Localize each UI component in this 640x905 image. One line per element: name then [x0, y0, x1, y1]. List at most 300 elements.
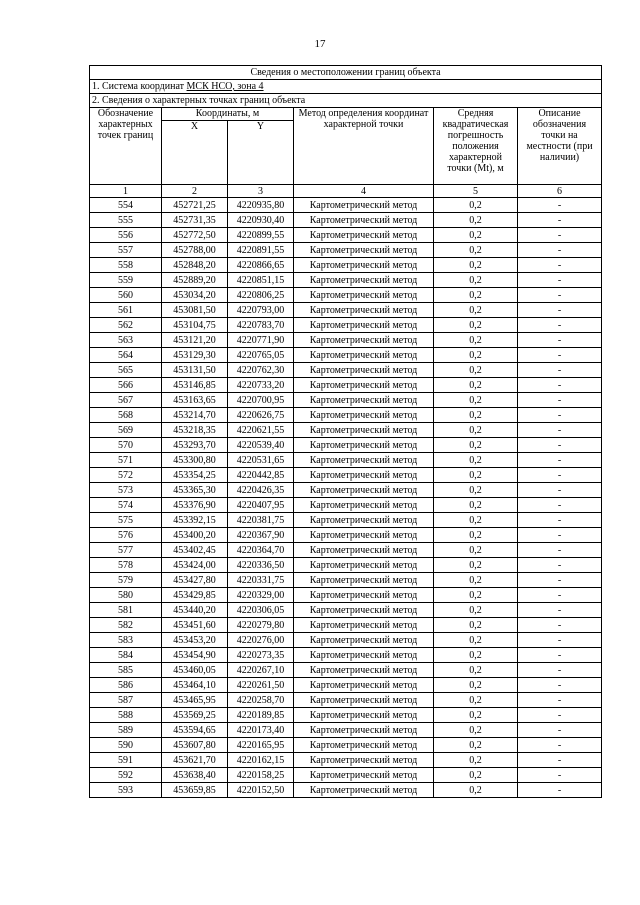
method-cell: Картометрический метод — [294, 258, 434, 273]
method-cell: Картометрический метод — [294, 573, 434, 588]
table-row — [90, 678, 602, 693]
method-cell: Картометрический метод — [294, 438, 434, 453]
point-id-cell: 578 — [90, 558, 162, 573]
description-cell: - — [518, 588, 602, 603]
y-coordinate-cell: 4220793,00 — [228, 303, 294, 318]
method-cell: Картометрический метод — [294, 198, 434, 213]
table-row — [90, 228, 602, 243]
accuracy-cell: 0,2 — [434, 408, 518, 423]
header-x: X — [162, 121, 228, 185]
table-row — [90, 603, 602, 618]
y-coordinate-cell: 4220851,15 — [228, 273, 294, 288]
x-coordinate-cell: 453569,25 — [162, 708, 228, 723]
x-coordinate-cell: 453104,75 — [162, 318, 228, 333]
method-cell: Картометрический метод — [294, 528, 434, 543]
point-id-cell: 572 — [90, 468, 162, 483]
description-cell: - — [518, 618, 602, 633]
y-coordinate-cell: 4220258,70 — [228, 693, 294, 708]
method-cell: Картометрический метод — [294, 663, 434, 678]
column-numbers-row — [90, 185, 602, 198]
x-coordinate-cell: 453218,35 — [162, 423, 228, 438]
description-cell: - — [518, 573, 602, 588]
table-title: Сведения о местоположении границ объекта — [90, 66, 602, 80]
method-cell: Картометрический метод — [294, 333, 434, 348]
coordinate-system-name: МСК НСО, зона 4 — [186, 81, 264, 92]
point-id-cell: 562 — [90, 318, 162, 333]
point-id-cell: 587 — [90, 693, 162, 708]
description-cell: - — [518, 363, 602, 378]
table-row — [90, 573, 602, 588]
y-coordinate-cell: 4220165,95 — [228, 738, 294, 753]
accuracy-cell: 0,2 — [434, 288, 518, 303]
y-coordinate-cell: 4220276,00 — [228, 633, 294, 648]
method-cell: Картометрический метод — [294, 363, 434, 378]
method-cell: Картометрический метод — [294, 783, 434, 798]
y-coordinate-cell: 4220762,30 — [228, 363, 294, 378]
description-cell: - — [518, 693, 602, 708]
accuracy-cell: 0,2 — [434, 738, 518, 753]
point-id-cell: 586 — [90, 678, 162, 693]
method-cell: Картометрический метод — [294, 393, 434, 408]
point-id-cell: 574 — [90, 498, 162, 513]
x-coordinate-cell: 453131,50 — [162, 363, 228, 378]
y-coordinate-cell: 4220162,15 — [228, 753, 294, 768]
y-coordinate-cell: 4220891,55 — [228, 243, 294, 258]
description-cell: - — [518, 228, 602, 243]
accuracy-cell: 0,2 — [434, 618, 518, 633]
table-row — [90, 288, 602, 303]
x-coordinate-cell: 453129,30 — [162, 348, 228, 363]
table-row — [90, 498, 602, 513]
x-coordinate-cell: 453594,65 — [162, 723, 228, 738]
x-coordinate-cell: 452721,25 — [162, 198, 228, 213]
header-accuracy: Средняя квадратическая погрешность положения характерной точки (Mt), м — [434, 108, 518, 185]
method-cell: Картометрический метод — [294, 603, 434, 618]
description-cell: - — [518, 678, 602, 693]
y-coordinate-cell: 4220935,80 — [228, 198, 294, 213]
x-coordinate-cell: 453146,85 — [162, 378, 228, 393]
description-cell: - — [518, 483, 602, 498]
accuracy-cell: 0,2 — [434, 363, 518, 378]
description-cell: - — [518, 408, 602, 423]
description-cell: - — [518, 318, 602, 333]
column-number: 1 — [90, 185, 162, 198]
x-coordinate-cell: 453440,20 — [162, 603, 228, 618]
header-coordinates: Координаты, м — [162, 108, 294, 121]
method-cell: Картометрический метод — [294, 693, 434, 708]
x-coordinate-cell: 453354,25 — [162, 468, 228, 483]
point-id-cell: 576 — [90, 528, 162, 543]
y-coordinate-cell: 4220158,25 — [228, 768, 294, 783]
point-id-cell: 565 — [90, 363, 162, 378]
point-id-cell: 561 — [90, 303, 162, 318]
description-cell: - — [518, 453, 602, 468]
point-id-cell: 589 — [90, 723, 162, 738]
description-cell: - — [518, 438, 602, 453]
accuracy-cell: 0,2 — [434, 438, 518, 453]
x-coordinate-cell: 453081,50 — [162, 303, 228, 318]
accuracy-cell: 0,2 — [434, 333, 518, 348]
accuracy-cell: 0,2 — [434, 423, 518, 438]
table-row — [90, 393, 602, 408]
y-coordinate-cell: 4220367,90 — [228, 528, 294, 543]
method-cell: Картометрический метод — [294, 228, 434, 243]
y-coordinate-cell: 4220930,40 — [228, 213, 294, 228]
point-id-cell: 593 — [90, 783, 162, 798]
point-id-cell: 577 — [90, 543, 162, 558]
point-id-cell: 554 — [90, 198, 162, 213]
description-cell: - — [518, 273, 602, 288]
point-id-cell: 582 — [90, 618, 162, 633]
accuracy-cell: 0,2 — [434, 453, 518, 468]
point-id-cell: 575 — [90, 513, 162, 528]
point-id-cell: 555 — [90, 213, 162, 228]
description-cell: - — [518, 348, 602, 363]
table-row — [90, 468, 602, 483]
x-coordinate-cell: 453453,20 — [162, 633, 228, 648]
y-coordinate-cell: 4220329,00 — [228, 588, 294, 603]
x-coordinate-cell: 453376,90 — [162, 498, 228, 513]
point-id-cell: 564 — [90, 348, 162, 363]
accuracy-cell: 0,2 — [434, 318, 518, 333]
y-coordinate-cell: 4220426,35 — [228, 483, 294, 498]
y-coordinate-cell: 4220621,55 — [228, 423, 294, 438]
header-designation: Обозначение характерных точек границ — [90, 108, 162, 185]
table-row — [90, 348, 602, 363]
table-row — [90, 513, 602, 528]
y-coordinate-cell: 4220539,40 — [228, 438, 294, 453]
x-coordinate-cell: 453427,80 — [162, 573, 228, 588]
y-coordinate-cell: 4220173,40 — [228, 723, 294, 738]
description-cell: - — [518, 303, 602, 318]
method-cell: Картометрический метод — [294, 753, 434, 768]
point-id-cell: 559 — [90, 273, 162, 288]
x-coordinate-cell: 453163,65 — [162, 393, 228, 408]
x-coordinate-cell: 453621,70 — [162, 753, 228, 768]
point-id-cell: 579 — [90, 573, 162, 588]
table-row — [90, 333, 602, 348]
table-row — [90, 378, 602, 393]
x-coordinate-cell: 452788,00 — [162, 243, 228, 258]
y-coordinate-cell: 4220899,55 — [228, 228, 294, 243]
method-cell: Картометрический метод — [294, 468, 434, 483]
header-y: Y — [228, 121, 294, 185]
table-row — [90, 273, 602, 288]
accuracy-cell: 0,2 — [434, 633, 518, 648]
description-cell: - — [518, 633, 602, 648]
header-description: Описание обозначения точки на местности (при наличии) — [518, 108, 602, 185]
y-coordinate-cell: 4220336,50 — [228, 558, 294, 573]
x-coordinate-cell: 452889,20 — [162, 273, 228, 288]
method-cell: Картометрический метод — [294, 678, 434, 693]
table-row — [90, 648, 602, 663]
method-cell: Картометрический метод — [294, 498, 434, 513]
accuracy-cell: 0,2 — [434, 468, 518, 483]
x-coordinate-cell: 452731,35 — [162, 213, 228, 228]
point-id-cell: 557 — [90, 243, 162, 258]
characteristic-points-row — [90, 94, 602, 108]
method-cell: Картометрический метод — [294, 348, 434, 363]
coordinate-system-cell — [90, 80, 602, 94]
accuracy-cell: 0,2 — [434, 258, 518, 273]
column-number: 4 — [294, 185, 434, 198]
point-id-cell: 592 — [90, 768, 162, 783]
point-id-cell: 588 — [90, 708, 162, 723]
point-id-cell: 556 — [90, 228, 162, 243]
header-row-1 — [90, 108, 602, 121]
method-cell: Картометрический метод — [294, 408, 434, 423]
table-row — [90, 543, 602, 558]
method-cell: Картометрический метод — [294, 423, 434, 438]
table-row — [90, 483, 602, 498]
x-coordinate-cell: 453460,05 — [162, 663, 228, 678]
accuracy-cell: 0,2 — [434, 783, 518, 798]
header-method: Метод определения координат характерной точки — [294, 108, 434, 185]
description-cell: - — [518, 243, 602, 258]
table-row — [90, 318, 602, 333]
table-row — [90, 453, 602, 468]
accuracy-cell: 0,2 — [434, 723, 518, 738]
boundary-points-table — [89, 65, 602, 798]
column-number: 6 — [518, 185, 602, 198]
table-row — [90, 783, 602, 798]
point-id-cell: 581 — [90, 603, 162, 618]
description-cell: - — [518, 423, 602, 438]
y-coordinate-cell: 4220381,75 — [228, 513, 294, 528]
point-id-cell: 573 — [90, 483, 162, 498]
x-coordinate-cell: 453293,70 — [162, 438, 228, 453]
description-cell: - — [518, 258, 602, 273]
accuracy-cell: 0,2 — [434, 273, 518, 288]
x-coordinate-cell: 453465,95 — [162, 693, 228, 708]
point-id-cell: 560 — [90, 288, 162, 303]
y-coordinate-cell: 4220783,70 — [228, 318, 294, 333]
point-id-cell: 558 — [90, 258, 162, 273]
accuracy-cell: 0,2 — [434, 648, 518, 663]
x-coordinate-cell: 453392,15 — [162, 513, 228, 528]
y-coordinate-cell: 4220306,05 — [228, 603, 294, 618]
method-cell: Картометрический метод — [294, 243, 434, 258]
accuracy-cell: 0,2 — [434, 588, 518, 603]
method-cell: Картометрический метод — [294, 213, 434, 228]
table-row — [90, 303, 602, 318]
page-number: 17 — [314, 38, 326, 50]
method-cell: Картометрический метод — [294, 738, 434, 753]
accuracy-cell: 0,2 — [434, 513, 518, 528]
method-cell: Картометрический метод — [294, 318, 434, 333]
accuracy-cell: 0,2 — [434, 543, 518, 558]
y-coordinate-cell: 4220626,75 — [228, 408, 294, 423]
method-cell: Картометрический метод — [294, 588, 434, 603]
point-id-cell: 583 — [90, 633, 162, 648]
accuracy-cell: 0,2 — [434, 213, 518, 228]
description-cell: - — [518, 708, 602, 723]
accuracy-cell: 0,2 — [434, 528, 518, 543]
x-coordinate-cell: 453607,80 — [162, 738, 228, 753]
x-coordinate-cell: 453300,80 — [162, 453, 228, 468]
description-cell: - — [518, 723, 602, 738]
x-coordinate-cell: 453365,30 — [162, 483, 228, 498]
description-cell: - — [518, 648, 602, 663]
table-row — [90, 618, 602, 633]
x-coordinate-cell: 453659,85 — [162, 783, 228, 798]
point-id-cell: 569 — [90, 423, 162, 438]
y-coordinate-cell: 4220442,85 — [228, 468, 294, 483]
description-cell: - — [518, 468, 602, 483]
method-cell: Картометрический метод — [294, 273, 434, 288]
table-row — [90, 363, 602, 378]
y-coordinate-cell: 4220267,10 — [228, 663, 294, 678]
y-coordinate-cell: 4220765,05 — [228, 348, 294, 363]
x-coordinate-cell: 453400,20 — [162, 528, 228, 543]
point-id-cell: 567 — [90, 393, 162, 408]
description-cell: - — [518, 738, 602, 753]
method-cell: Картометрический метод — [294, 648, 434, 663]
coordinate-system-prefix: 1. Система координат — [92, 81, 187, 92]
x-coordinate-cell: 452772,50 — [162, 228, 228, 243]
point-id-cell: 590 — [90, 738, 162, 753]
table-row — [90, 693, 602, 708]
y-coordinate-cell: 4220279,80 — [228, 618, 294, 633]
table-row — [90, 198, 602, 213]
table-row — [90, 213, 602, 228]
point-id-cell: 591 — [90, 753, 162, 768]
x-coordinate-cell: 453034,20 — [162, 288, 228, 303]
description-cell: - — [518, 528, 602, 543]
description-cell: - — [518, 333, 602, 348]
table-row — [90, 753, 602, 768]
description-cell: - — [518, 603, 602, 618]
method-cell: Картометрический метод — [294, 288, 434, 303]
description-cell: - — [518, 768, 602, 783]
method-cell: Картометрический метод — [294, 543, 434, 558]
y-coordinate-cell: 4220771,90 — [228, 333, 294, 348]
table-row — [90, 243, 602, 258]
table-row — [90, 408, 602, 423]
description-cell: - — [518, 753, 602, 768]
description-cell: - — [518, 543, 602, 558]
accuracy-cell: 0,2 — [434, 303, 518, 318]
accuracy-cell: 0,2 — [434, 243, 518, 258]
y-coordinate-cell: 4220152,50 — [228, 783, 294, 798]
description-cell: - — [518, 663, 602, 678]
method-cell: Картометрический метод — [294, 483, 434, 498]
method-cell: Картометрический метод — [294, 723, 434, 738]
characteristic-points-caption: 2. Сведения о характерных точках границ объекта — [90, 94, 602, 108]
method-cell: Картометрический метод — [294, 708, 434, 723]
description-cell: - — [518, 783, 602, 798]
x-coordinate-cell: 453451,60 — [162, 618, 228, 633]
description-cell: - — [518, 213, 602, 228]
y-coordinate-cell: 4220261,50 — [228, 678, 294, 693]
accuracy-cell: 0,2 — [434, 558, 518, 573]
table-row — [90, 423, 602, 438]
y-coordinate-cell: 4220866,65 — [228, 258, 294, 273]
method-cell: Картометрический метод — [294, 453, 434, 468]
table-row — [90, 528, 602, 543]
y-coordinate-cell: 4220364,70 — [228, 543, 294, 558]
method-cell: Картометрический метод — [294, 768, 434, 783]
point-id-cell: 566 — [90, 378, 162, 393]
y-coordinate-cell: 4220700,95 — [228, 393, 294, 408]
method-cell: Картометрический метод — [294, 513, 434, 528]
point-id-cell: 584 — [90, 648, 162, 663]
description-cell: - — [518, 393, 602, 408]
accuracy-cell: 0,2 — [434, 663, 518, 678]
x-coordinate-cell: 453214,70 — [162, 408, 228, 423]
accuracy-cell: 0,2 — [434, 228, 518, 243]
x-coordinate-cell: 452848,20 — [162, 258, 228, 273]
description-cell: - — [518, 498, 602, 513]
y-coordinate-cell: 4220733,20 — [228, 378, 294, 393]
table-row — [90, 588, 602, 603]
description-cell: - — [518, 558, 602, 573]
accuracy-cell: 0,2 — [434, 768, 518, 783]
table-row — [90, 633, 602, 648]
point-id-cell: 563 — [90, 333, 162, 348]
y-coordinate-cell: 4220407,95 — [228, 498, 294, 513]
accuracy-cell: 0,2 — [434, 708, 518, 723]
accuracy-cell: 0,2 — [434, 378, 518, 393]
method-cell: Картометрический метод — [294, 633, 434, 648]
accuracy-cell: 0,2 — [434, 198, 518, 213]
table-row — [90, 258, 602, 273]
description-cell: - — [518, 198, 602, 213]
accuracy-cell: 0,2 — [434, 498, 518, 513]
table-row — [90, 663, 602, 678]
description-cell: - — [518, 513, 602, 528]
point-id-cell: 570 — [90, 438, 162, 453]
accuracy-cell: 0,2 — [434, 753, 518, 768]
method-cell: Картометрический метод — [294, 618, 434, 633]
accuracy-cell: 0,2 — [434, 693, 518, 708]
y-coordinate-cell: 4220331,75 — [228, 573, 294, 588]
point-id-cell: 568 — [90, 408, 162, 423]
table-row — [90, 738, 602, 753]
coordinate-system-row — [90, 80, 602, 94]
accuracy-cell: 0,2 — [434, 603, 518, 618]
accuracy-cell: 0,2 — [434, 393, 518, 408]
table-title-row — [90, 66, 602, 80]
column-number: 5 — [434, 185, 518, 198]
x-coordinate-cell: 453402,45 — [162, 543, 228, 558]
table-row — [90, 708, 602, 723]
table-row — [90, 558, 602, 573]
y-coordinate-cell: 4220273,35 — [228, 648, 294, 663]
y-coordinate-cell: 4220531,65 — [228, 453, 294, 468]
x-coordinate-cell: 453454,90 — [162, 648, 228, 663]
y-coordinate-cell: 4220189,85 — [228, 708, 294, 723]
x-coordinate-cell: 453638,40 — [162, 768, 228, 783]
accuracy-cell: 0,2 — [434, 348, 518, 363]
x-coordinate-cell: 453464,10 — [162, 678, 228, 693]
description-cell: - — [518, 288, 602, 303]
column-number: 2 — [162, 185, 228, 198]
table-row — [90, 723, 602, 738]
method-cell: Картометрический метод — [294, 378, 434, 393]
x-coordinate-cell: 453424,00 — [162, 558, 228, 573]
point-id-cell: 571 — [90, 453, 162, 468]
accuracy-cell: 0,2 — [434, 483, 518, 498]
point-id-cell: 580 — [90, 588, 162, 603]
point-id-cell: 585 — [90, 663, 162, 678]
x-coordinate-cell: 453429,85 — [162, 588, 228, 603]
table-row — [90, 768, 602, 783]
method-cell: Картометрический метод — [294, 558, 434, 573]
x-coordinate-cell: 453121,20 — [162, 333, 228, 348]
table-row — [90, 438, 602, 453]
column-number: 3 — [228, 185, 294, 198]
